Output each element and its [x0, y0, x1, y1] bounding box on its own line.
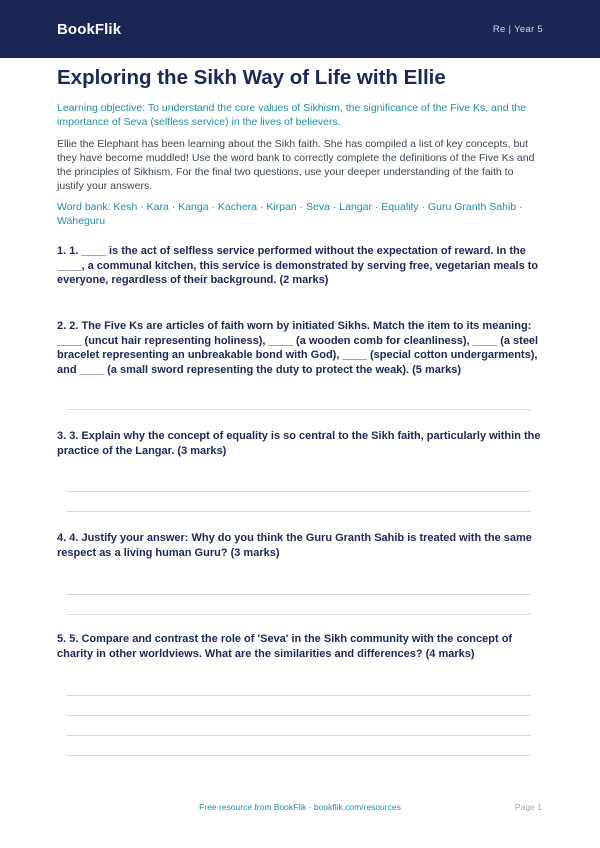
question-2: 2. 2. The Five Ks are articles of faith worn by initiated Sikhs. Match the item to its meaning: ____ (uncut hair representing holiness), ____ (a wooden comb for cleanliness), ____ (a steel bracelet representing an unbreakable bond with God), ____ (special cotton undergarments), and ____ (a small sword representing the duty to protect the weak). (5 marks) [57, 320, 539, 376]
header-bar [0, 0, 600, 58]
brand-logo: BookFlik [57, 20, 122, 38]
answer-line[interactable] [67, 511, 531, 512]
subject-year: Re | Year 5 [492, 23, 543, 35]
question-3: 3. 3. Explain why the concept of equality is so central to the Sikh faith, particularly within the practice of the Langar. (3 marks) [57, 430, 541, 457]
page-number: Page 1 [515, 802, 542, 812]
page-title: Exploring the Sikh Way of Life with Ellie [57, 66, 446, 89]
answer-line[interactable] [67, 695, 531, 696]
answer-line[interactable] [67, 614, 531, 615]
footer-resource-link[interactable]: Free resource from BookFlik · bookflik.com/resources [199, 802, 401, 812]
learning-objective: Learning objective: To understand the core values of Sikhism, the significance of the Five Ks, and the importance of Seva (selfless service) in the lives of believers. [57, 102, 527, 128]
question-4: 4. 4. Justify your answer: Why do you think the Guru Granth Sahib is treated with the same respect as a living human Guru? (3 marks) [57, 532, 532, 559]
answer-line[interactable] [67, 409, 531, 410]
intro-section [57, 64, 543, 228]
instructions-paragraph: Ellie the Elephant has been learning about the Sikh faith. She has compiled a list of key concepts, but they have become muddled! Use the word bank to correctly complete the definitions of the Five Ks and the principles of Sikhism. For the final two questions, use your deeper understanding of the faith to justify your answers. [57, 138, 535, 192]
answer-line[interactable] [67, 735, 531, 736]
answer-line[interactable] [67, 491, 531, 492]
answer-line[interactable] [67, 715, 531, 716]
question-1: 1. 1. ____ is the act of selfless service performed without the expectation of reward. In the ____, a communal kitchen, this service is demonstrated by serving free, vegetarian meals to everyone, regardless of their background. (2 marks) [57, 245, 539, 286]
question-5: 5. 5. Compare and contrast the role of 'Seva' in the Sikh community with the concept of charity in other worldviews. What are the similarities and differences? (4 marks) [57, 633, 513, 660]
answer-line[interactable] [67, 755, 531, 756]
answer-line[interactable] [67, 594, 531, 595]
word-bank: Word bank: Kesh · Kara · Kanga · Kachera · Kirpan · Seva · Langar · Equality · Guru Granth Sahib · Waheguru [57, 201, 523, 227]
